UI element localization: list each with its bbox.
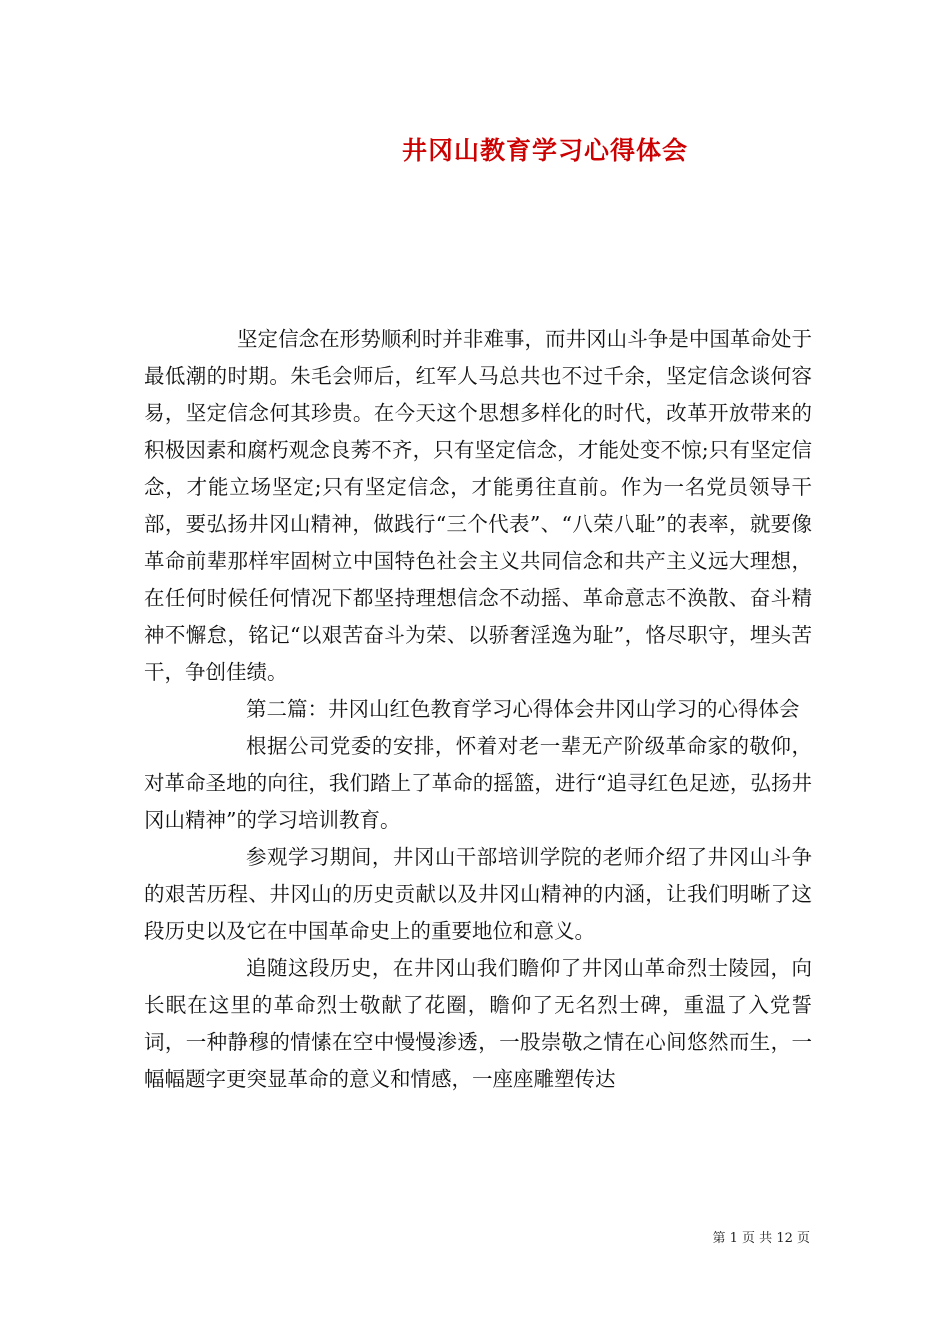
paragraph-1: 坚定信念在形势顺利时并非难事，而井冈山斗争是中国革命处于最低潮的时期。朱毛会师后，红军人马总共也不过千余，坚定信念谈何容易，坚定信念何其珍贵。在今天这个思想多样化的时代，改革开放带来的积极因素和腐朽观念良莠不齐，只有坚定信念，才能处变不惊;只有坚定信念，才能立场坚定;只有坚定信念，才能勇往直前。作为一名党员领导干部，要弘扬井冈山精神，做践行“三个代表”、“八荣八耻”的表率，就要像革命前辈那样牢固树立中国特色社会主义共同信念和共产主义远大理想，在任何时候任何情况下都坚持理想信念不动摇、革命意志不涣散、奋斗精神不懈怠，铭记“以艰苦奋斗为荣、以骄奢淫逸为耻”，恪尽职守，埋头苦干，争创佳绩。 [144, 327, 812, 684]
paragraph-2-heading: 第二篇：井冈山红色教育学习心得体会井冈山学习的心得体会 [246, 697, 800, 721]
paragraph-3: 根据公司党委的安排，怀着对老一辈无产阶级革命家的敬仰，对革命圣地的向往，我们踏上了革命的摇篮，进行“追寻红色足迹，弘扬井冈山精神”的学习培训教育。 [144, 734, 812, 832]
page-number-footer: 第 1 页 共 12 页 [712, 1231, 810, 1246]
document-body [144, 321, 812, 1098]
paragraph-5: 追随这段历史，在井冈山我们瞻仰了井冈山革命烈士陵园，向长眠在这里的革命烈士敬献了花圈，瞻仰了无名烈士碑，重温了入党誓词，一种静穆的情愫在空中慢慢渗透，一股崇敬之情在心间悠然而生，一幅幅题字更突显革命的意义和情感，一座座雕塑传达 [144, 956, 812, 1091]
paragraph-4: 参观学习期间，井冈山干部培训学院的老师介绍了井冈山斗争的艰苦历程、井冈山的历史贡献以及井冈山精神的内涵，让我们明晰了这段历史以及它在中国革命史上的重要地位和意义。 [144, 845, 812, 943]
document-title: 井冈山教育学习心得体会 [401, 136, 688, 165]
